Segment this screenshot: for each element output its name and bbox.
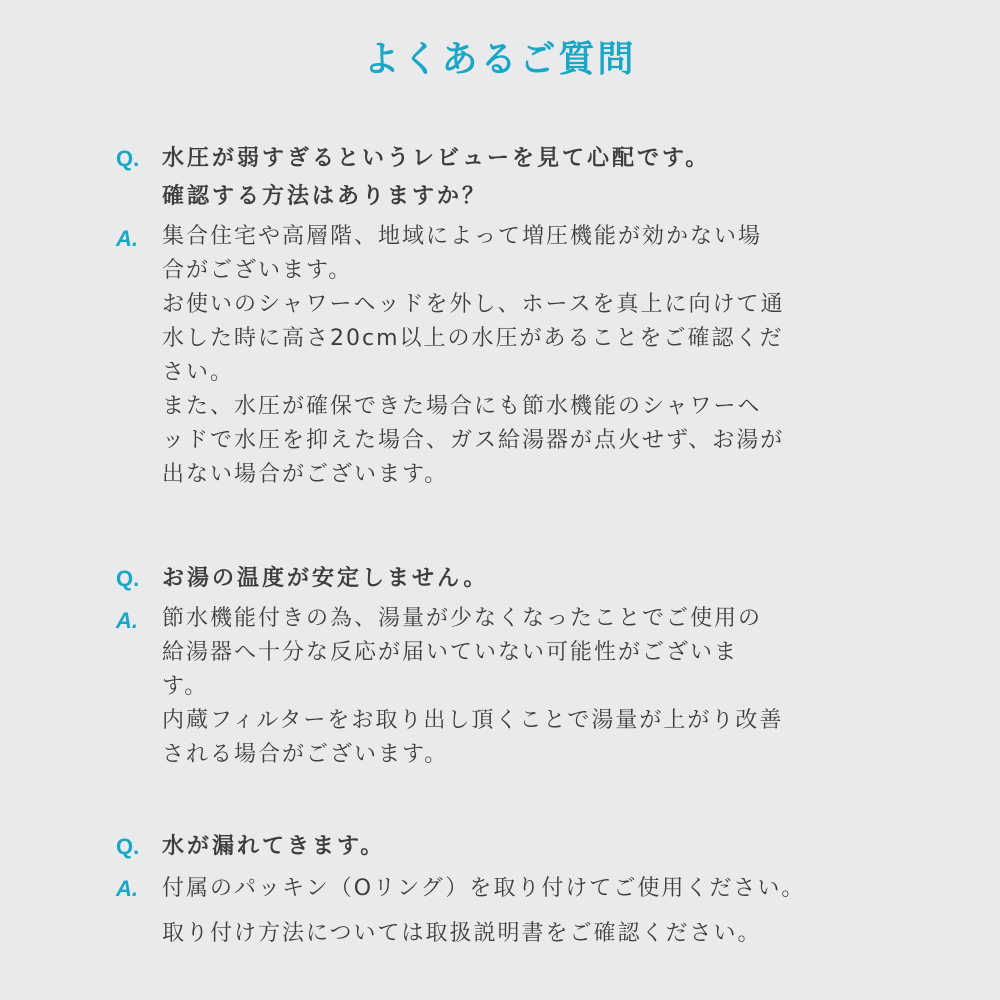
q-marker: Q. bbox=[116, 834, 140, 859]
a-marker: A. bbox=[116, 226, 138, 251]
answer-line: また、水圧が確保できた場合にも節水機能のシャワーヘ bbox=[162, 394, 762, 419]
answer-line: ッドで水圧を抑えた場合、ガス給湯器が点火せず、お湯が bbox=[162, 428, 785, 453]
question-row bbox=[116, 828, 916, 866]
answer-row bbox=[116, 220, 916, 492]
answer-text bbox=[162, 870, 916, 960]
faq-item-1 bbox=[116, 140, 916, 492]
answer-line: 内蔵フィルターをお取り出し頂くことで湯量が上がり改善 bbox=[162, 708, 784, 733]
q-marker: Q. bbox=[116, 146, 140, 171]
page-title: よくあるご質問 bbox=[363, 39, 637, 80]
question-row bbox=[116, 140, 916, 216]
a-marker: A. bbox=[116, 608, 138, 633]
answer-line: 取り付け方法については取扱説明書をご確認ください。 bbox=[162, 921, 762, 946]
answer-line: 集合住宅や高層階、地域によって増圧機能が効かない場 bbox=[162, 224, 763, 249]
faq-item-3 bbox=[116, 828, 916, 960]
question-line: 確認する方法はありますか？ bbox=[162, 184, 488, 209]
question-text bbox=[162, 560, 916, 598]
q-marker: Q. bbox=[116, 566, 140, 591]
answer-line: 出ない場合がございます。 bbox=[162, 462, 449, 487]
question-line: 水圧が弱すぎるというレビューを見て心配です。 bbox=[162, 146, 711, 171]
question-text bbox=[162, 140, 916, 216]
answer-text bbox=[162, 602, 916, 772]
answer-line: される場合がございます。 bbox=[162, 742, 449, 767]
answer-row bbox=[116, 602, 916, 772]
answer-line: さい。 bbox=[162, 360, 235, 385]
faq-item-2 bbox=[116, 560, 916, 772]
answer-line: 付属のパッキン（Oリング）を取り付けてご使用ください。 bbox=[162, 876, 806, 901]
question-text bbox=[162, 828, 916, 866]
answer-line: 合がございます。 bbox=[162, 258, 353, 283]
answer-row bbox=[116, 870, 916, 960]
answer-line: 節水機能付きの為、湯量が少なくなったことでご使用の bbox=[162, 606, 763, 631]
answer-line: 水した時に高さ20cm以上の水圧があることをご確認くだ bbox=[162, 326, 784, 351]
question-line: お湯の温度が安定しません。 bbox=[162, 566, 489, 591]
answer-line: お使いのシャワーヘッドを外し、ホースを真上に向けて通 bbox=[162, 292, 785, 317]
a-marker: A. bbox=[116, 876, 138, 901]
question-line: 水が漏れてきます。 bbox=[162, 834, 386, 859]
answer-line: す。 bbox=[162, 674, 209, 699]
answer-text bbox=[162, 220, 916, 492]
answer-line: 給湯器へ十分な反応が届いていない可能性がございま bbox=[162, 640, 739, 665]
question-row bbox=[116, 560, 916, 598]
